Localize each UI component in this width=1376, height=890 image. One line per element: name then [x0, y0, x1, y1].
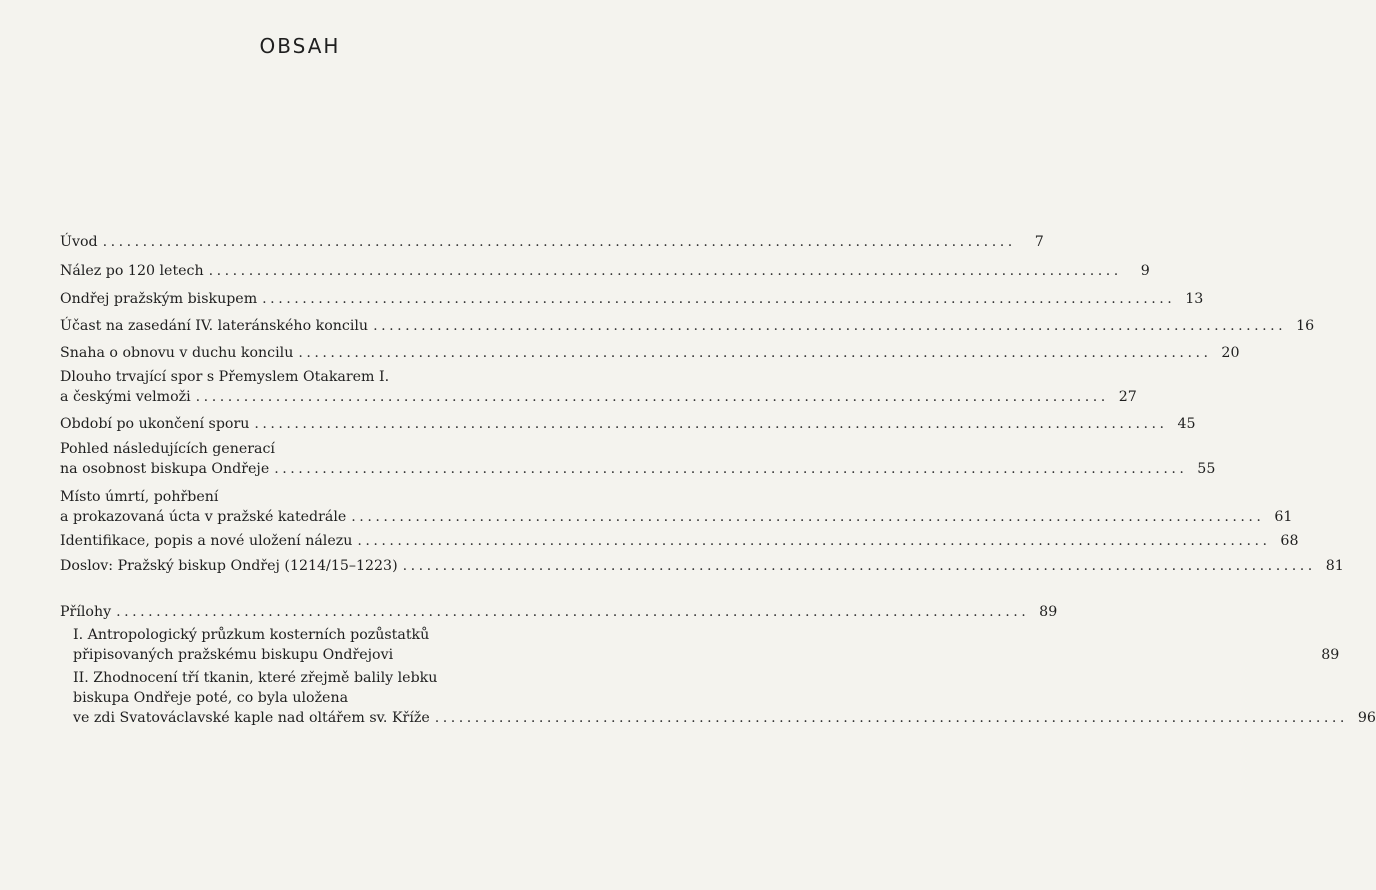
toc-entry-title: Identifikace, popis a nové uložení nálezu	[60, 533, 353, 549]
leader-dots: ..................................................................................................................	[116, 604, 1030, 620]
toc-entry-title: Místo úmrtí, pohřbení	[60, 489, 219, 505]
toc-entry[interactable]	[60, 343, 1240, 363]
toc-entry-title-cont: a českými velmoži	[60, 389, 191, 405]
toc-page-number: 16	[1296, 318, 1315, 334]
toc-entry[interactable]	[60, 367, 1137, 407]
toc-page-number: 96	[1357, 710, 1376, 726]
toc-entry[interactable]	[60, 232, 1044, 252]
toc-entry[interactable]	[60, 487, 1293, 527]
toc-entry-title-cont: a prokazovaná úcta v pražské katedrále	[60, 509, 347, 525]
toc-page-number: 7	[1034, 234, 1044, 250]
toc-entry-title-cont: na osobnost biskupa Ondřeje	[60, 461, 270, 477]
toc-entry-title-cont: biskupa Ondřeje poté, co byla uložena	[73, 690, 349, 706]
toc-entry-title: Dlouho trvající spor s Přemyslem Otakarem I.	[60, 369, 390, 385]
toc-entry-title: Přílohy	[60, 604, 112, 620]
toc-page-number: 89	[1321, 647, 1340, 663]
toc-entry[interactable]	[60, 556, 1344, 576]
leader-dots: ..................................................................................................................	[402, 558, 1316, 574]
leader-dots: ..................................................................................................................	[274, 461, 1188, 477]
toc-page-number: 81	[1325, 558, 1344, 574]
toc-entry-title: Účast na zasedání IV. lateránského koncilu	[60, 318, 369, 334]
toc-appendix-item[interactable]	[60, 625, 1340, 665]
toc-entry[interactable]	[60, 414, 1196, 434]
leader-dots: ..................................................................................................................	[208, 263, 1122, 279]
toc-appendix-item[interactable]	[60, 668, 1376, 728]
toc-entry-title: Snaha o obnovu v duchu koncilu	[60, 345, 294, 361]
leader-dots: ..................................................................................................................	[373, 318, 1287, 334]
leader-dots: ..................................................................................................................	[357, 533, 1271, 549]
toc-page-number: 68	[1280, 533, 1299, 549]
toc-page-number: 20	[1221, 345, 1240, 361]
toc-entry-title-cont: připisovaných pražskému biskupu Ondřejovi	[73, 647, 394, 663]
toc-entry-title-cont: ve zdi Svatováclavské kaple nad oltářem sv. Kříže	[73, 710, 430, 726]
toc-page-number: 13	[1185, 291, 1204, 307]
page-title: OBSAH	[259, 34, 341, 58]
toc-entry-title: Ondřej pražským biskupem	[60, 291, 258, 307]
toc-appendix[interactable]	[60, 602, 1058, 622]
toc-entry-title: Období po ukončení sporu	[60, 416, 250, 432]
toc-entry[interactable]	[60, 531, 1299, 551]
toc-entry[interactable]	[60, 439, 1216, 479]
toc-entry-title: Pohled následujících generací	[60, 441, 275, 457]
toc-entry-title: I. Antropologický průzkum kosterních pozůstatků	[73, 627, 430, 643]
leader-dots: ..................................................................................................................	[262, 291, 1176, 307]
leader-dots: ..................................................................................................................	[195, 389, 1109, 405]
toc-page-number: 9	[1140, 263, 1150, 279]
toc-entry-title: II. Zhodnocení tří tkanin, které zřejmě balily lebku	[73, 670, 438, 686]
toc-entry-title: Úvod	[60, 234, 98, 250]
toc-page-number: 55	[1197, 461, 1216, 477]
leader-dots: ..................................................................................................................	[254, 416, 1168, 432]
toc-page-number: 61	[1274, 509, 1293, 525]
toc-entry[interactable]	[60, 261, 1150, 281]
toc-entry[interactable]	[60, 289, 1204, 309]
toc-entry[interactable]	[60, 316, 1315, 336]
leader-dots: ..................................................................................................................	[298, 345, 1212, 361]
toc-page-number: 45	[1177, 416, 1196, 432]
toc-entry-title: Nález po 120 letech	[60, 263, 204, 279]
toc-page-number: 89	[1039, 604, 1058, 620]
toc-page-number: 27	[1118, 389, 1137, 405]
leader-dots: ..................................................................................................................	[102, 234, 1016, 250]
leader-dots: ..................................................................................................................	[351, 509, 1265, 525]
toc-entry-title: Doslov: Pražský biskup Ondřej (1214/15–1223)	[60, 558, 398, 574]
leader-dots: ..................................................................................................................	[434, 710, 1348, 726]
